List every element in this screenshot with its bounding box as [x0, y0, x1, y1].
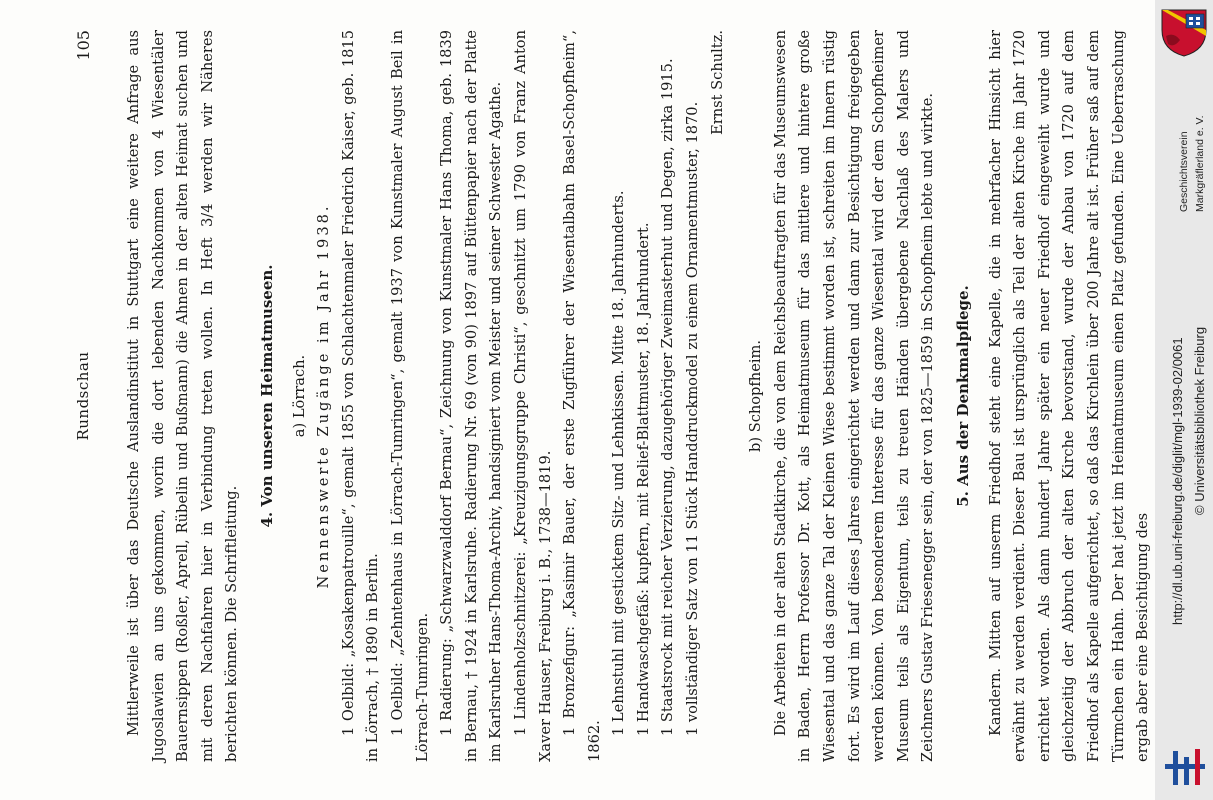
- schopfheim-paragraph: Die Arbeiten in der alten Stadtkirche, die von dem Reichsbeauftragten für das Museumswesen in Baden, Herrn Professor Dr. Kott, als Heimatmuseum für das mittlere und hintere große Wiesental und das ganze Tal der Kleinen Wiese bestimmt worden ist, schreiten im Innern rüstig fort. Es wird im Lauf dieses Jahres eingerichtet werden und dann zur Besichtigung freigegeben werden können. Von besonderem Interesse für das ganze Wiesental wird der dem Schopfheimer Museum teils als Eigentum, teils zu treuen Händen übergebene Nachlaß des Malers und Zeichners Gustav Friesenegger sein, der von 1825—1859 in Schopfheim lebte und wirkte.: [771, 30, 937, 762]
- list-item: 1 Oelbild: „Kosakenpatrouille“, gemalt 1855 von Schlachtenmaler Friedrich Kaiser, geb. 1815 in Lörrach, † 1890 in Berlin.: [339, 30, 382, 762]
- list-item: 1 Lehnstuhl mit gesticktem Sitz- und Lehnkissen. Mitte 18. Jahrhunderts.: [610, 190, 628, 736]
- org-name-line2: Markgräflerland e. V.: [1194, 115, 1206, 212]
- list-item: 1 Handwaschgefäß: kupfern, mit Relief-Blattmuster, 18. Jahrhundert.: [634, 222, 652, 736]
- page-body: [122, 30, 1155, 762]
- org-name-line1: Geschichtsverein: [1178, 131, 1190, 212]
- signature: Ernst Schultz.: [708, 30, 726, 135]
- page-header: [74, 30, 98, 762]
- subsection-loerrach: a) Lörrach.: [290, 354, 308, 438]
- list-item: 1 Staatsrock mit reicher Verzierung, dazugehöriger Zweimasterhut und Degen, zirka 1915.: [659, 58, 677, 736]
- list-item: 1 Lindenholzschnitzerei: „Kreuzigungsgruppe Christi“, geschnitzt um 1790 von Franz Anton Xaver Hauser, Freiburg i. B., 1738—1819.: [511, 30, 554, 762]
- section-heading-museums: 4. Von unseren Heimatmuseen.: [257, 264, 276, 528]
- running-title: Rundschau: [74, 351, 92, 441]
- coat-of-arms-icon: [1158, 6, 1210, 58]
- acquisitions-title: Nennenswerte Zugänge im Jahr 1938.: [315, 203, 333, 589]
- copyright-notice: © Universitätsbibliothek Freiburg: [1192, 326, 1207, 515]
- list-item: 1 Bronzefigur: „Kasimir Bauer, der erste Zugführer der Wiesentalbahn Basel-Schopfheim“, 1862.: [561, 30, 603, 762]
- list-item: 1 vollständiger Satz von 11 Stück Handdruckmodel zu einem Ornamentmuster, 1870.: [684, 101, 702, 736]
- subsection-schopfheim: b) Schopfheim.: [747, 340, 765, 452]
- section-heading-monuments: 5. Aus der Denkmalpflege.: [954, 285, 972, 507]
- permalink-link[interactable]: http://dl.ub.uni-freiburg.de/diglit/mgl-1939-02/0061: [1170, 337, 1185, 625]
- kandern-paragraph: Kandern. Mitten auf unserm Friedhof steht eine Kapelle, die in mehrfacher Hinsicht hier erwähnt zu werden verdient. Dieser Bau ist ursprünglich als Teil der alten Kirche im Jahr 1720 errichtet worden. Als dann hundert Jahre später ein neuer Friedhof eingeweiht wurde und gleichzeitig der Abbruch der alten Kirche bevorstand, wurde der Anbau von 1720 auf dem Friedhof als Kapelle aufgerichtet, so daß das Kirchlein über 200 Jahre alt ist. Früher saß auf dem Türmchen ein Hahn. Der hat jetzt im Heimatmuseum einen Platz gefunden. Eine Ueberraschung ergab aber eine Besichtigung des: [986, 30, 1152, 762]
- page-number: 105: [74, 30, 93, 61]
- list-item: 1 Radierung: „Schwarzwalddorf Bernau“, Zeichnung von Kunstmaler Hans Thoma, geb. 1839 in Bernau, † 1924 in Karlsruhe. Radierung Nr. 69 (von 90) 1897 auf Büttenpapier nach der Platte im Karlsruher Hans-Thoma-Archiv, handsigniert vom Meister und seiner Schwester Agathe.: [438, 30, 505, 762]
- intro-paragraph: Mittlerweile ist über das Deutsche Auslandinstitut in Stuttgart eine weitere Anfrage aus Jugoslawien an uns gekommen, worin die dort lebenden Nachkommen von 4 Wiesentäler Bauernsippen (Roßler, Aprell, Rübelin und Bußmann) die Ahnen in der alten Heimat suchen und mit deren Nachfahren hier in Verbindung treten wollen. In Heft 3/4 werden wir Näheres berichten können. Die Schriftleitung.: [125, 30, 241, 762]
- library-logo-icon: [1163, 745, 1207, 789]
- list-item: 1 Oelbild: „Zehntenhaus in Lörrach-Tumringen“, gemalt 1937 von Kunstmaler August Beil in Lörrach-Tumringen.: [388, 30, 431, 762]
